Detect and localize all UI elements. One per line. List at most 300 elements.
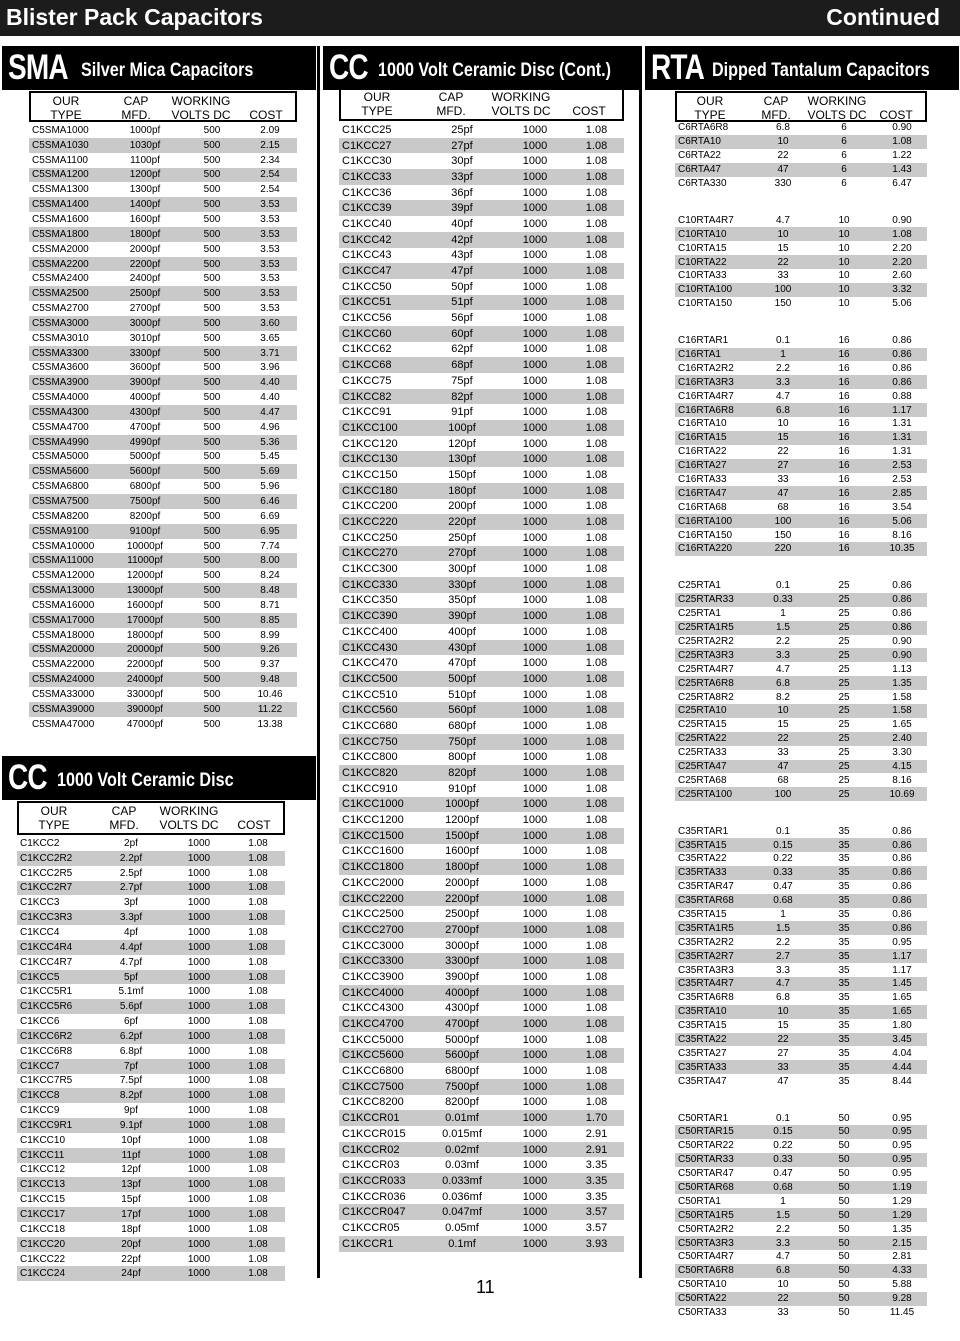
header-line: WORKING [491, 90, 551, 104]
working-voltage: 25 [811, 676, 877, 690]
capacitance: 0.33 [755, 1153, 811, 1167]
table-row [339, 1157, 624, 1173]
working-voltage: 6 [811, 135, 877, 149]
working-voltage: 500 [181, 583, 243, 598]
working-voltage: 16 [838, 446, 850, 458]
part-number: C16RTA33 [678, 474, 727, 486]
capacitance: 430pf [423, 640, 501, 656]
part-number: C1KCC7R5 [20, 1075, 73, 1087]
working-voltage: 1000 [522, 563, 548, 576]
table-row [675, 135, 927, 149]
table-row [17, 881, 285, 896]
capacitance: 3900pf [109, 375, 181, 390]
working-voltage: 50 [838, 1279, 850, 1291]
table-row [339, 671, 624, 687]
cost: 1.08 [585, 123, 608, 136]
capacitance: 6.8 [755, 676, 811, 690]
table-row [675, 963, 927, 977]
part-number: C25RTA2R2 [678, 635, 734, 647]
working-voltage: 10 [838, 214, 850, 226]
table-row [675, 486, 927, 500]
table-row [339, 546, 624, 562]
cost: 0.95 [892, 1168, 912, 1180]
part-number: C5SMA1100 [32, 154, 88, 166]
cost: 3.53 [260, 303, 280, 315]
table-row [339, 1204, 624, 1220]
working-voltage: 1000 [187, 1164, 211, 1176]
part-number: C35RTA6R8 [678, 992, 734, 1004]
table-row [339, 138, 624, 154]
cost: 1.08 [569, 922, 624, 938]
working-voltage: 16 [811, 459, 877, 473]
working-voltage: 1000 [522, 814, 548, 827]
part-number: C1KCC30 [342, 155, 392, 168]
table-row [339, 467, 624, 483]
capacitance: 2000pf [445, 876, 479, 889]
cost: 1.31 [892, 418, 912, 430]
table-row [17, 1177, 285, 1192]
table-row [17, 1103, 285, 1118]
cost: 1.08 [231, 1088, 285, 1103]
capacitance: 4300pf [445, 1002, 479, 1015]
table-row [675, 459, 927, 473]
part-number: C1KCC2R2 [17, 851, 95, 866]
part-number: C1KCC100 [339, 420, 423, 436]
working-voltage: 25 [838, 580, 850, 592]
capacitance: 4700pf [423, 1016, 501, 1032]
capacitance: 75pf [451, 374, 473, 387]
working-voltage: 1000 [501, 357, 569, 373]
table-row [339, 624, 624, 640]
part-number: C1KCC1800 [339, 859, 423, 875]
capacitance: 91pf [451, 406, 473, 419]
cost: 1.08 [248, 1105, 268, 1117]
table-row [675, 949, 927, 963]
cost: 0.95 [892, 1112, 912, 1124]
part-number: C10RTA22 [675, 255, 755, 269]
capacitance: 42pf [423, 232, 501, 248]
part-number: C1KCCR05 [342, 1221, 400, 1234]
cost: 0.95 [892, 1140, 912, 1152]
capacitance: 9pf [124, 1105, 138, 1117]
table-row [17, 970, 285, 985]
part-number: C1KCCR02 [339, 1142, 423, 1158]
capacitance: 10 [755, 1005, 811, 1019]
part-number: C1KCC82 [339, 389, 423, 405]
working-voltage: 500 [181, 524, 243, 539]
capacitance: 200pf [448, 500, 476, 513]
table-row [17, 895, 285, 910]
part-number: C5SMA3010 [32, 332, 89, 344]
working-voltage: 16 [838, 362, 850, 374]
page-number: 11 [476, 1277, 495, 1297]
table-row [339, 389, 624, 405]
table-row [339, 938, 624, 954]
table-row [29, 583, 297, 598]
cost: 3.96 [260, 362, 280, 374]
cost: 1.17 [892, 964, 912, 976]
table-row [675, 500, 927, 514]
working-voltage: 1000 [501, 514, 569, 530]
part-number: C1KCC300 [342, 563, 398, 576]
capacitance: 3010pf [129, 332, 161, 344]
part-number: C5SMA1800 [29, 227, 109, 242]
part-number: C1KCC51 [339, 295, 423, 311]
part-number: C1KCC910 [342, 782, 398, 795]
table-row [29, 212, 297, 227]
column-divider [639, 46, 642, 1278]
working-voltage: 1000 [501, 671, 569, 687]
table-row [675, 121, 927, 135]
capacitance: 4.7 [755, 977, 811, 991]
working-voltage: 1000 [167, 851, 231, 866]
working-voltage: 25 [838, 774, 850, 786]
cost: 4.04 [892, 1047, 912, 1059]
table-row [675, 787, 927, 801]
cost: 4.40 [243, 375, 297, 390]
working-voltage: 1000 [522, 343, 548, 356]
cost: 3.53 [260, 273, 280, 285]
capacitance: 51pf [423, 295, 501, 311]
part-number: C35RTA15 [678, 1020, 727, 1032]
part-number: C1KCCR1 [339, 1236, 423, 1252]
working-voltage: 1000 [522, 1159, 548, 1172]
capacitance: 24000pf [109, 672, 181, 687]
cost: 0.86 [877, 593, 927, 607]
table-header-rta [675, 91, 927, 122]
cost: 2.91 [569, 1142, 624, 1158]
section-title: Silver Mica Capacitors [81, 60, 254, 81]
capacitance: 390pf [423, 608, 501, 624]
part-number: C5SMA2700 [32, 303, 89, 315]
working-voltage: 1000 [167, 1088, 231, 1103]
capacitance: 40pf [451, 217, 473, 230]
part-number: C1KCC68 [339, 357, 423, 373]
table-row [675, 1046, 927, 1060]
cost: 3.53 [260, 213, 280, 225]
capacitance: 3000pf [445, 939, 479, 952]
capacitance: 6pf [124, 1016, 138, 1028]
table-row [29, 168, 297, 183]
cost: 3.57 [569, 1204, 624, 1220]
part-number: C35RTA2R7 [675, 949, 755, 963]
part-number: C5SMA8200 [32, 510, 89, 522]
working-voltage: 500 [181, 553, 243, 568]
table-row [675, 334, 927, 348]
cost: 1.08 [569, 1016, 624, 1032]
part-number: C50RTAR68 [675, 1181, 755, 1195]
capacitance: 20pf [95, 1237, 167, 1252]
cost: 3.30 [892, 747, 912, 759]
cost: 2.20 [892, 242, 912, 254]
capacitance: 15pf [121, 1194, 141, 1206]
header-line: MFD. [109, 818, 139, 832]
table-row [675, 908, 927, 922]
working-voltage: 500 [203, 421, 221, 433]
capacitance: 8200pf [129, 510, 161, 522]
capacitance: 47000pf [126, 718, 164, 730]
cost: 1.08 [569, 451, 624, 467]
part-number: C16RTA10 [678, 418, 727, 430]
working-voltage: 1000 [522, 123, 548, 136]
header-line: COST [249, 108, 283, 122]
working-voltage: 1000 [187, 986, 211, 998]
working-voltage: 1000 [501, 420, 569, 436]
capacitance: 0.68 [755, 894, 811, 908]
table-row [17, 1014, 285, 1029]
capacitance: 2.5pf [119, 867, 143, 879]
working-voltage: 500 [203, 184, 221, 196]
cost: 7.74 [260, 540, 280, 552]
capacitance: 10000pf [126, 540, 164, 552]
cost: 0.86 [892, 825, 912, 837]
working-voltage: 25 [811, 704, 877, 718]
part-number: C35RTA22 [675, 1033, 755, 1047]
table-row [675, 718, 927, 732]
part-number: C5SMA3300 [29, 346, 109, 361]
part-number: C5SMA3600 [32, 362, 89, 374]
capacitance: 2200pf [109, 257, 181, 272]
working-voltage: 1000 [167, 1177, 231, 1192]
working-voltage: 1000 [501, 546, 569, 562]
table-row [339, 295, 624, 311]
working-voltage: 500 [203, 213, 221, 225]
table-row [29, 286, 297, 301]
cost: 2.60 [892, 270, 912, 282]
table-row [17, 999, 285, 1014]
capacitance: 33 [755, 1060, 811, 1074]
part-number: C1KCC3900 [342, 970, 404, 983]
cost: 1.08 [585, 657, 608, 670]
part-number: C1KCC220 [339, 514, 423, 530]
cost: 6.47 [892, 178, 912, 189]
working-voltage: 500 [181, 286, 243, 301]
cost: 1.08 [585, 374, 608, 387]
working-voltage: 25 [811, 621, 877, 635]
table-row [339, 248, 624, 264]
working-voltage: 50 [838, 1223, 850, 1235]
part-number: C35RTA33 [675, 1060, 755, 1074]
header-line: TYPE [694, 108, 726, 122]
table-row [339, 1126, 624, 1142]
table-row [17, 1207, 285, 1222]
part-number: C5SMA33000 [32, 688, 95, 700]
cost: 1.08 [569, 702, 624, 718]
cost: 3.53 [243, 197, 297, 212]
cost: 1.17 [877, 403, 927, 417]
table-row [675, 824, 927, 838]
capacitance: 4000pf [423, 985, 501, 1001]
capacitance: 0.02mf [423, 1142, 501, 1158]
cost: 1.08 [231, 1266, 285, 1281]
capacitance: 47 [777, 1075, 789, 1087]
capacitance: 0.1mf [423, 1236, 501, 1252]
table-row [339, 1079, 624, 1095]
working-voltage: 1000 [522, 657, 548, 670]
working-voltage: 1000 [522, 1065, 548, 1078]
capacitance: 10 [755, 227, 811, 241]
part-number: C1KCC1500 [339, 828, 423, 844]
cost: 1.08 [231, 1177, 285, 1192]
cost: 4.47 [243, 405, 297, 420]
cost: 6.95 [243, 524, 297, 539]
header-line: CAP [111, 804, 137, 818]
cost: 1.08 [231, 1029, 285, 1044]
part-number: C5SMA39000 [29, 702, 109, 717]
capacitance: 5.1mf [118, 986, 144, 998]
cost: 6.69 [260, 510, 280, 522]
header-line: MFD. [436, 104, 466, 118]
cost: 1.08 [231, 881, 285, 896]
working-voltage: 500 [203, 540, 221, 552]
capacitance: 0.68 [755, 1181, 811, 1195]
part-number: C25RTA1 [678, 608, 721, 620]
cost: 1.08 [569, 514, 624, 530]
working-voltage: 1000 [187, 867, 211, 879]
working-voltage: 35 [811, 838, 877, 852]
working-voltage: 35 [838, 1047, 850, 1059]
table-row [339, 859, 624, 875]
part-number: C25RTA1R5 [675, 621, 755, 635]
table-row [29, 553, 297, 568]
cost: 1.22 [892, 150, 912, 162]
working-voltage: 1000 [187, 1253, 211, 1265]
part-number: C5SMA5600 [29, 464, 109, 479]
table-row [675, 177, 927, 191]
capacitance: 15 [777, 1020, 789, 1032]
table-row [339, 687, 624, 703]
table-row [29, 316, 297, 331]
section-banner-cc [2, 756, 316, 800]
working-voltage: 1000 [501, 1079, 569, 1095]
table-row [29, 435, 297, 450]
capacitance: 3.3 [755, 648, 811, 662]
table-row [339, 279, 624, 295]
cost: 1.08 [585, 845, 608, 858]
capacitance: 68 [777, 501, 789, 513]
capacitance: 4700pf [129, 421, 161, 433]
capacitance: 350pf [448, 594, 476, 607]
cost: 1.08 [248, 1016, 268, 1028]
table-row [339, 797, 624, 813]
table-row [675, 1153, 927, 1167]
part-number: C50RTA22 [675, 1292, 755, 1306]
cost: 0.86 [877, 894, 927, 908]
capacitance: 4.7 [776, 214, 790, 226]
capacitance: 22 [755, 1033, 811, 1047]
part-number: C1KCC500 [339, 671, 423, 687]
capacitance: 3900pf [445, 970, 479, 983]
table-row [17, 1252, 285, 1267]
working-voltage: 1000 [522, 1127, 548, 1140]
cost: 1.08 [231, 851, 285, 866]
capacitance: 22 [755, 732, 811, 746]
table-row [29, 643, 297, 658]
cost: 13.38 [257, 718, 283, 730]
part-number: C16RTA6R8 [675, 403, 755, 417]
cost: 1.08 [585, 563, 608, 576]
working-voltage: 35 [838, 1020, 850, 1032]
part-number: C25RTA33 [678, 747, 727, 759]
table-row [675, 417, 927, 431]
table-row [339, 1095, 624, 1111]
working-voltage: 500 [203, 510, 221, 522]
section-abbr: CC [329, 48, 368, 87]
part-number: C1KCC4 [20, 926, 60, 938]
capacitance: 2000pf [129, 243, 161, 255]
capacitance: 25pf [451, 123, 473, 136]
part-number: C25RTA10 [675, 704, 755, 718]
working-voltage: 1000 [187, 1016, 211, 1028]
part-number: C1KCC250 [342, 531, 398, 544]
header-line: OUR [52, 94, 80, 108]
working-voltage: 1000 [522, 845, 548, 858]
working-voltage: 1000 [522, 782, 548, 795]
table-row [675, 283, 927, 297]
part-number: C1KCC13 [17, 1177, 95, 1192]
table-row [17, 1148, 285, 1163]
capacitance: 3300pf [423, 953, 501, 969]
working-voltage: 1000 [187, 956, 211, 968]
part-number: C1KCC42 [339, 232, 423, 248]
table-row [339, 828, 624, 844]
part-number: C35RTA15 [675, 838, 755, 852]
capacitance: 1200pf [109, 168, 181, 183]
working-voltage: 500 [203, 273, 221, 285]
capacitance: 60pf [423, 326, 501, 342]
cost: 1.08 [585, 249, 608, 262]
part-number: C1KCC680 [342, 719, 398, 732]
cost: 1.08 [248, 1223, 268, 1235]
table-row [675, 773, 927, 787]
part-number: C5SMA9100 [29, 524, 109, 539]
cost: 1.08 [248, 956, 268, 968]
working-voltage: 25 [811, 760, 877, 774]
capacitance: 8.2pf [95, 1088, 167, 1103]
cost: 8.16 [892, 774, 912, 786]
table-row [675, 1208, 927, 1222]
working-voltage: 1000 [501, 389, 569, 405]
working-voltage: 1000 [501, 891, 569, 907]
working-voltage: 16 [838, 474, 850, 486]
part-number: C35RTAR68 [675, 894, 755, 908]
header-line: VOLTS DC [491, 104, 551, 118]
working-voltage: 16 [811, 514, 877, 528]
part-number: C1KCC130 [339, 451, 423, 467]
header-line: COST [237, 818, 271, 832]
table-row [675, 1278, 927, 1292]
capacitance: 17000pf [109, 613, 181, 628]
capacitance: 560pf [423, 702, 501, 718]
capacitance: 150 [774, 298, 792, 310]
header-line: CAP [123, 94, 149, 108]
working-voltage: 1000 [522, 1096, 548, 1109]
cost: 1.29 [877, 1208, 927, 1222]
working-voltage: 25 [838, 635, 850, 647]
cost: 0.88 [892, 390, 912, 402]
table-row [675, 269, 927, 283]
capacitance: 33 [777, 747, 789, 759]
cost: 1.65 [892, 719, 912, 731]
part-number: C6RTA22 [678, 150, 721, 162]
capacitance: 27pf [423, 138, 501, 154]
cost: 5.96 [260, 481, 280, 493]
working-voltage: 500 [181, 702, 243, 717]
working-voltage: 1000 [501, 702, 569, 718]
working-voltage: 16 [811, 348, 877, 362]
capacitance: 17pf [95, 1207, 167, 1222]
cost: 8.16 [892, 529, 912, 541]
